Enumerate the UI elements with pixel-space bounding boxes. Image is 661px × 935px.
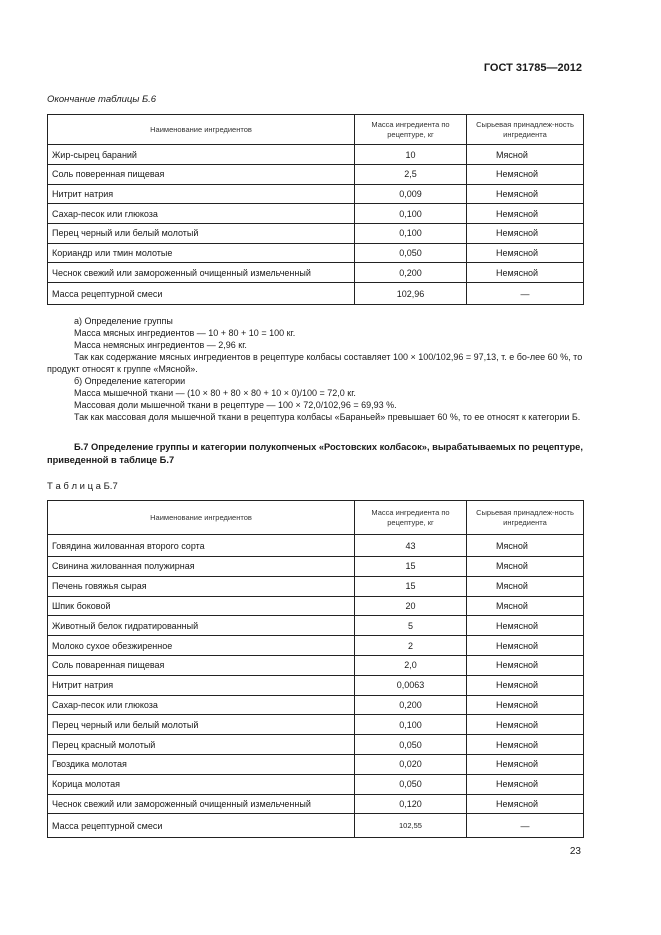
total-mass: 102,55 — [355, 814, 467, 838]
cell-type: Немясной — [467, 675, 584, 695]
cell-type: Немясной — [467, 754, 584, 774]
cell-name: Печень говяжья сырая — [48, 576, 355, 596]
cell-type: Немясной — [467, 263, 584, 283]
paragraph: а) Определение группы — [74, 316, 173, 326]
table-row — [48, 754, 584, 774]
table-b6-caption: Окончание таблицы Б.6 — [47, 94, 157, 105]
cell-mass: 0,120 — [355, 794, 467, 814]
total-type: — — [467, 814, 584, 838]
cell-mass: 2,0 — [355, 655, 467, 675]
section-heading: Б.7 Определение группы и категории полукопченых «Ростовских колбасок», вырабатываемых по рецептуре, приведенной в таблице Б.7 — [47, 442, 583, 465]
total-type: — — [467, 283, 584, 305]
table-row — [48, 204, 584, 224]
table-row — [48, 145, 584, 165]
table-row — [48, 243, 584, 263]
cell-type: Мясной — [467, 576, 584, 596]
table-row — [48, 576, 584, 596]
cell-name: Гвоздика молотая — [48, 754, 355, 774]
table-row — [48, 535, 584, 557]
cell-name: Сахар-песок или глюкоза — [48, 695, 355, 715]
cell-mass: 2,5 — [355, 165, 467, 185]
cell-type: Немясной — [467, 636, 584, 656]
cell-type: Немясной — [467, 184, 584, 204]
column-header-name: Наименование ингредиентов — [48, 115, 355, 145]
cell-type: Мясной — [467, 596, 584, 616]
paragraph: Так как массовая доля мышечной ткани в рецептура колбасы «Бараньей» превышает 60 %, то ее относят к категории Б. — [74, 412, 581, 422]
cell-name: Животный белок гидратированный — [48, 616, 355, 636]
cell-name: Соль поверенная пищевая — [48, 165, 355, 185]
cell-type: Немясной — [467, 243, 584, 263]
cell-name: Соль поваренная пищевая — [48, 655, 355, 675]
cell-mass: 43 — [355, 535, 467, 557]
paragraph: Масса мясных ингредиентов — 10 + 80 + 10 = 100 кг. — [74, 328, 296, 338]
cell-name: Перец черный или белый молотый — [48, 224, 355, 244]
table-b7 — [47, 500, 584, 838]
cell-mass: 0,050 — [355, 774, 467, 794]
cell-type: Немясной — [467, 695, 584, 715]
cell-name: Чеснок свежий или замороженный очищенный измельченный — [48, 794, 355, 814]
column-header-type: Сырьевая принадлеж-ность ингредиента — [467, 501, 584, 535]
table-row — [48, 263, 584, 283]
table-row — [48, 794, 584, 814]
standard-number: ГОСТ 31785—2012 — [483, 62, 582, 74]
table-row — [48, 715, 584, 735]
table-row — [48, 184, 584, 204]
page-number: 23 — [569, 846, 581, 857]
calculation-text — [47, 315, 583, 423]
cell-name: Нитрит натрия — [48, 675, 355, 695]
total-name: Масса рецептурной смеси — [48, 814, 355, 838]
table-row — [48, 557, 584, 577]
cell-mass: 0,100 — [355, 224, 467, 244]
table-row — [48, 596, 584, 616]
paragraph: Так как содержание мясных ингредиентов в рецептуре колбасы составляет 100 × 100/102,96 = 97,13, т. е бо-лее 60 %, то продукт относят к группе «Мясной». — [47, 352, 583, 374]
cell-name: Свинина жилованная полужирная — [48, 557, 355, 577]
table-row — [48, 774, 584, 794]
cell-type: Мясной — [467, 535, 584, 557]
column-header-type: Сырьевая принадлеж-ность ингредиента — [467, 115, 584, 145]
table-row — [48, 224, 584, 244]
paragraph: Массовая доли мышечной ткани в рецептуре — 100 × 72,0/102,96 = 69,93 %. — [74, 400, 397, 410]
cell-mass: 0,200 — [355, 695, 467, 715]
cell-mass: 5 — [355, 616, 467, 636]
cell-mass: 0,050 — [355, 243, 467, 263]
cell-name: Перец черный или белый молотый — [48, 715, 355, 735]
cell-mass: 0,050 — [355, 735, 467, 755]
paragraph: Масса мышечной ткани — (10 × 80 + 80 × 80 + 10 × 0)/100 = 72,0 кг. — [74, 388, 356, 398]
cell-type: Немясной — [467, 715, 584, 735]
cell-type: Немясной — [467, 735, 584, 755]
total-mass: 102,96 — [355, 283, 467, 305]
table-b7-body — [48, 535, 584, 838]
cell-type: Немясной — [467, 204, 584, 224]
table-row — [48, 636, 584, 656]
table-b6 — [47, 114, 584, 305]
cell-name: Перец красный молотый — [48, 735, 355, 755]
column-header-mass: Масса ингредиента по рецептуре, кг — [355, 115, 467, 145]
cell-mass: 0,009 — [355, 184, 467, 204]
cell-type: Мясной — [467, 557, 584, 577]
cell-type: Немясной — [467, 774, 584, 794]
total-name: Масса рецептурной смеси — [48, 283, 355, 305]
cell-name: Кориандр или тмин молотые — [48, 243, 355, 263]
column-header-mass: Масса ингредиента по рецептуре, кг — [355, 501, 467, 535]
table-row — [48, 616, 584, 636]
cell-type: Немясной — [467, 655, 584, 675]
table-row — [48, 675, 584, 695]
cell-name: Жир-сырец бараний — [48, 145, 355, 165]
cell-name: Корица молотая — [48, 774, 355, 794]
cell-mass: 15 — [355, 557, 467, 577]
table-b6-body — [48, 145, 584, 305]
cell-mass: 0,200 — [355, 263, 467, 283]
cell-mass: 15 — [355, 576, 467, 596]
cell-type: Немясной — [467, 794, 584, 814]
cell-type: Мясной — [467, 145, 584, 165]
cell-name: Сахар-песок или глюкоза — [48, 204, 355, 224]
paragraph: Масса немясных ингредиентов — 2,96 кг. — [74, 340, 247, 350]
table-row — [48, 735, 584, 755]
cell-mass: 20 — [355, 596, 467, 616]
cell-mass: 2 — [355, 636, 467, 656]
cell-name: Нитрит натрия — [48, 184, 355, 204]
total-row — [48, 814, 584, 838]
total-row — [48, 283, 584, 305]
cell-mass: 0,100 — [355, 204, 467, 224]
table-row — [48, 655, 584, 675]
cell-name: Чеснок свежий или замороженный очищенный измельченный — [48, 263, 355, 283]
cell-name: Шпик боковой — [48, 596, 355, 616]
paragraph: б) Определение категории — [74, 376, 186, 386]
column-header-name: Наименование ингредиентов — [48, 501, 355, 535]
table-row — [48, 695, 584, 715]
cell-mass: 0,0063 — [355, 675, 467, 695]
cell-mass: 0,100 — [355, 715, 467, 735]
table-b7-caption: Т а б л и ц а Б.7 — [47, 481, 118, 492]
cell-type: Немясной — [467, 224, 584, 244]
cell-mass: 0,020 — [355, 754, 467, 774]
cell-mass: 10 — [355, 145, 467, 165]
cell-type: Немясной — [467, 616, 584, 636]
cell-name: Говядина жилованная второго сорта — [48, 535, 355, 557]
cell-type: Немясной — [467, 165, 584, 185]
table-row — [48, 165, 584, 185]
cell-name: Молоко сухое обезжиренное — [48, 636, 355, 656]
